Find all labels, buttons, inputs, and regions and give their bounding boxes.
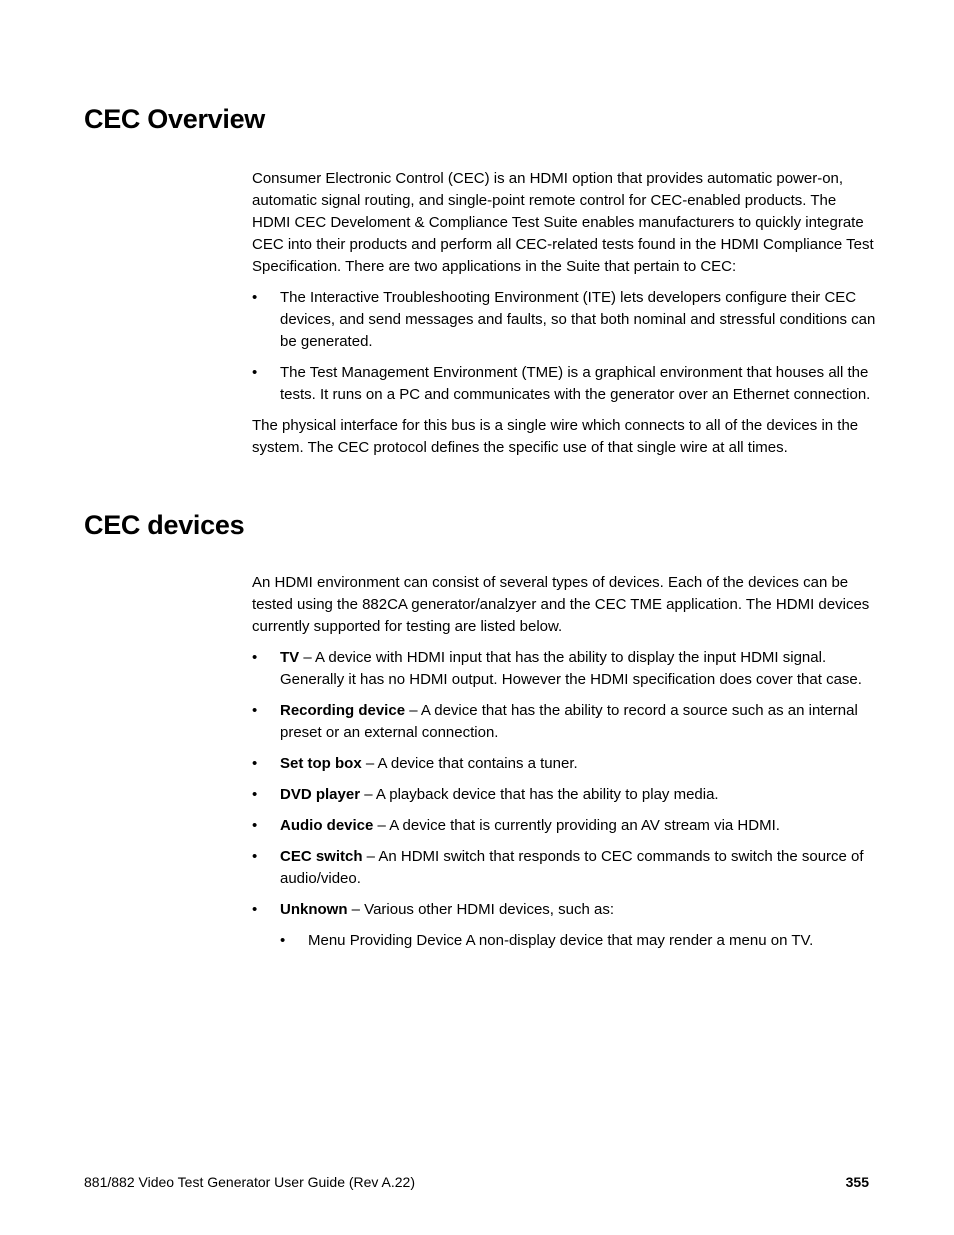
- cec-overview-section: [252, 168, 877, 468]
- footer-page-number: 355: [845, 1174, 869, 1190]
- bullet-icon: •: [252, 848, 258, 865]
- section-heading-cec-devices: CEC devices: [84, 510, 245, 540]
- device-description: – A device that is currently providing an AV stream via HDMI.: [373, 817, 780, 834]
- bullet-icon: •: [252, 901, 258, 918]
- bullet-icon: •: [252, 289, 258, 306]
- footer-document-title: 881/882 Video Test Generator User Guide (Rev A.22): [84, 1174, 416, 1190]
- unknown-device-sub-list: [280, 930, 877, 952]
- device-term: CEC switch: [280, 848, 363, 865]
- device-type-list: [252, 647, 877, 952]
- list-item-text: The Test Management Environment (TME) is a graphical environment that houses all the tests. It runs on a PC and communicates with the generator over an Ethernet connection.: [280, 364, 871, 403]
- bullet-icon: •: [252, 786, 258, 803]
- device-term: TV: [280, 649, 300, 666]
- list-item-text: Menu Providing Device A non-display device that may render a menu on TV.: [308, 932, 814, 949]
- device-term: DVD player: [280, 786, 361, 803]
- overview-bullet-list: [252, 287, 877, 406]
- device-term: Audio device: [280, 817, 374, 834]
- list-item: [252, 899, 877, 952]
- list-item: [252, 700, 877, 744]
- bullet-icon: •: [252, 649, 258, 666]
- device-description: – Various other HDMI devices, such as:: [347, 901, 614, 918]
- bullet-icon: •: [252, 755, 258, 772]
- device-description: – A playback device that has the ability to play media.: [360, 786, 719, 803]
- device-description: – A device that contains a tuner.: [361, 755, 578, 772]
- list-item: [252, 846, 877, 890]
- list-item: [280, 930, 877, 952]
- overview-intro-paragraph: Consumer Electronic Control (CEC) is an HDMI option that provides automatic power-on, automatic signal routing, and single-point remote control for CEC-enabled products. The HDMI CEC Develoment & Compliance Test Suite enables manufacturers to quickly integrate CEC into their products and perform all CEC-related tests found in the HDMI Compliance Test Specification. There are two applications in the Suite that pertain to CEC:: [252, 170, 874, 275]
- bullet-icon: •: [252, 702, 258, 719]
- list-item: [252, 287, 877, 353]
- bullet-icon: •: [252, 817, 258, 834]
- device-term: Set top box: [280, 755, 362, 772]
- overview-closing-paragraph: The physical interface for this bus is a single wire which connects to all of the devices in the system. The CEC protocol defines the specific use of that single wire at all times.: [252, 417, 859, 456]
- list-item: [252, 815, 877, 837]
- list-item: [252, 753, 877, 775]
- device-term: Recording device: [280, 702, 406, 719]
- list-item: [252, 784, 877, 806]
- list-item: [252, 647, 877, 691]
- bullet-icon: •: [252, 364, 258, 381]
- device-description: – A device with HDMI input that has the ability to display the input HDMI signal. Generally it has no HDMI output. However the HDMI specification does cover that case.: [280, 649, 862, 688]
- bullet-icon: •: [280, 932, 286, 949]
- device-description: – A device that has the ability to record a source such as an internal preset or an external connection.: [280, 702, 858, 741]
- cec-devices-section: [252, 572, 877, 961]
- section-heading-cec-overview: CEC Overview: [84, 104, 265, 134]
- list-item-text: The Interactive Troubleshooting Environment (ITE) lets developers configure their CEC devices, and send messages and faults, so that both nominal and stressful conditions can be generated.: [280, 289, 876, 350]
- list-item: [252, 362, 877, 406]
- device-description: – An HDMI switch that responds to CEC commands to switch the source of audio/video.: [280, 848, 864, 887]
- devices-intro-paragraph: An HDMI environment can consist of several types of devices. Each of the devices can be tested using the 882CA generator/analzyer and the CEC TME application. The HDMI devices currently supported for testing are listed below.: [252, 574, 870, 635]
- device-term: Unknown: [280, 901, 348, 918]
